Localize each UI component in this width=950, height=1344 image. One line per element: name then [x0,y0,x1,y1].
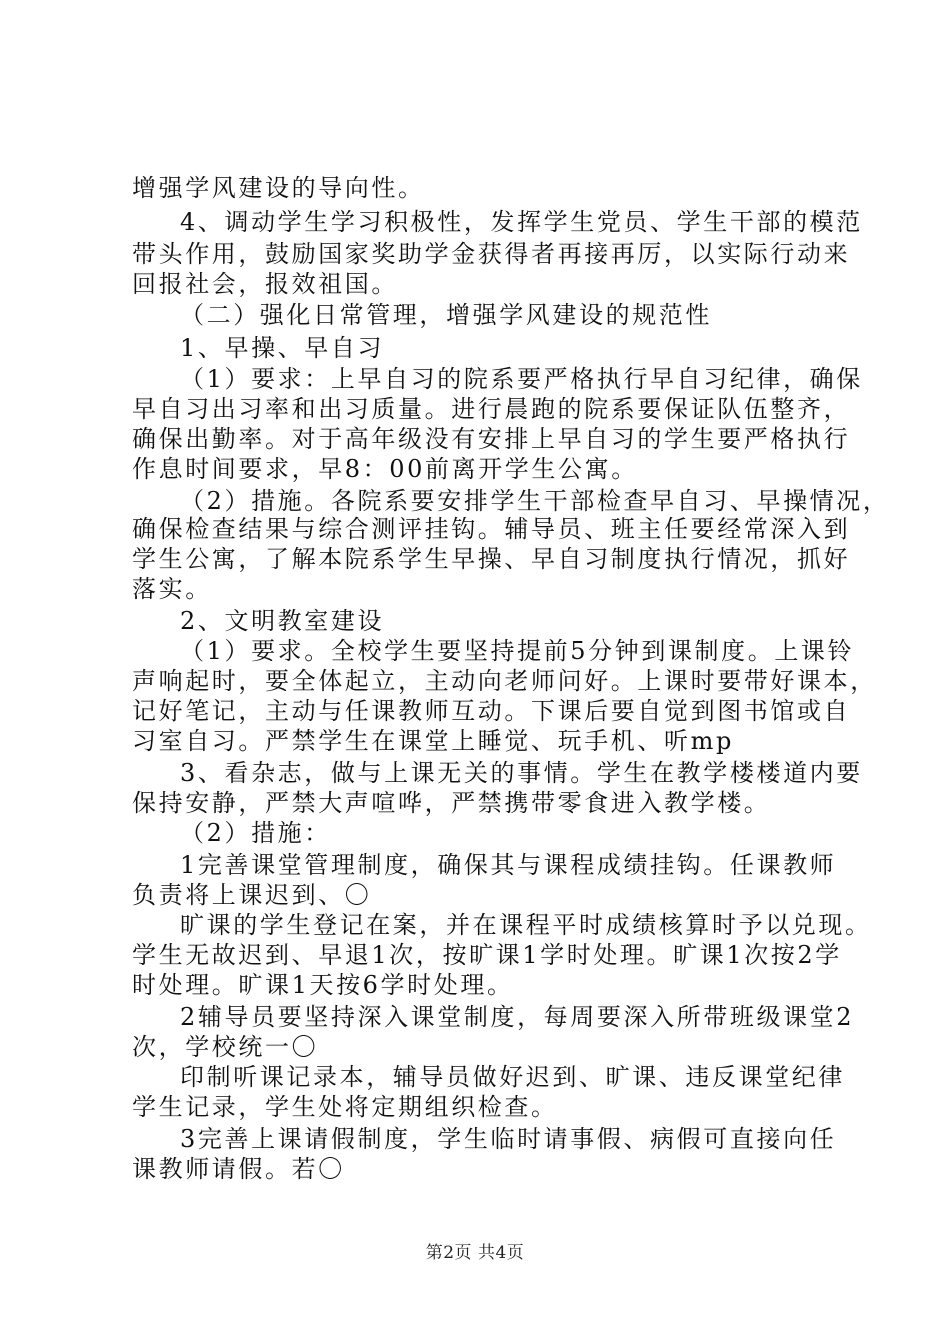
text-line: 学生公寓，了解本院系学生早操、早自习制度执行情况，抓好 [132,545,851,573]
text-line: 3、看杂志，做与上课无关的事情。学生在教学楼楼道内要 [180,759,863,787]
text-line: （2）措施。各院系要安排学生干部检查早自习、早操情况， [180,487,890,515]
text-line: 3完善上课请假制度，学生临时请事假、病假可直接向任 [180,1125,837,1153]
subsection-heading: （2）措施： [180,819,331,847]
text-line: 早自习出习率和出习质量。进行晨跑的院系要保证队伍整齐， [132,395,851,423]
text-line: 印制听课记录本，辅导员做好迟到、旷课、违反课堂纪律 [180,1063,845,1091]
text-line: 作息时间要求，早8：00前离开学生公寓。 [132,455,638,483]
text-line: 带头作用，鼓励国家奖助学金获得者再接再厉，以实际行动来 [132,240,851,268]
text-line: 时处理。旷课1天按6学时处理。 [132,971,514,999]
text-line: 学生无故迟到、早退1次，按旷课1学时处理。旷课1次按2学 [132,941,842,969]
text-line: （1）要求。全校学生要坚持提前5分钟到课制度。上课铃 [180,637,855,665]
text-line: 课教师请假。若〇 [132,1155,345,1183]
text-line: 1完善课堂管理制度，确保其与课程成绩挂钩。任课教师 [180,851,837,879]
text-line: 增强学风建设的导向性。 [132,174,425,202]
text-line: 确保出勤率。对于高年级没有安排上早自习的学生要严格执行 [132,425,851,453]
text-line: 4、调动学生学习积极性，发挥学生党员、学生干部的模范 [180,208,863,236]
text-line: 保持安静，严禁大声喧哗，严禁携带零食进入教学楼。 [132,789,771,817]
text-line: 学生记录，学生处将定期组织检查。 [132,1093,558,1121]
text-line: 2辅导员要坚持深入课堂制度，每周要深入所带班级课堂2 [180,1003,855,1031]
section-heading: （二）强化日常管理，增强学风建设的规范性 [180,301,712,329]
text-line: （1）要求：上早自习的院系要严格执行早自习纪律，确保 [180,365,863,393]
text-line: 落实。 [132,575,212,603]
subsection-heading: 1、早操、早自习 [180,334,385,362]
text-line: 旷课的学生登记在案，并在课程平时成绩核算时予以兑现。 [180,911,872,939]
text-line: 记好笔记，主动与任课教师互动。下课后要自觉到图书馆或自 [132,697,851,725]
text-line: 次，学校统一〇 [132,1033,319,1061]
text-line: 确保检查结果与综合测评挂钩。辅导员、班主任要经常深入到 [132,515,851,543]
subsection-heading: 2、文明教室建设 [180,607,385,635]
text-line: 声响起时，要全体起立，主动向老师问好。上课时要带好课本， [132,667,877,695]
text-line: 回报社会，报效祖国。 [132,270,398,298]
text-line: 习室自习。严禁学生在课堂上睡觉、玩手机、听mp [132,727,734,755]
text-line: 负责将上课迟到、〇 [132,881,372,909]
page-number-footer: 第2页 共4页 [425,1243,525,1263]
